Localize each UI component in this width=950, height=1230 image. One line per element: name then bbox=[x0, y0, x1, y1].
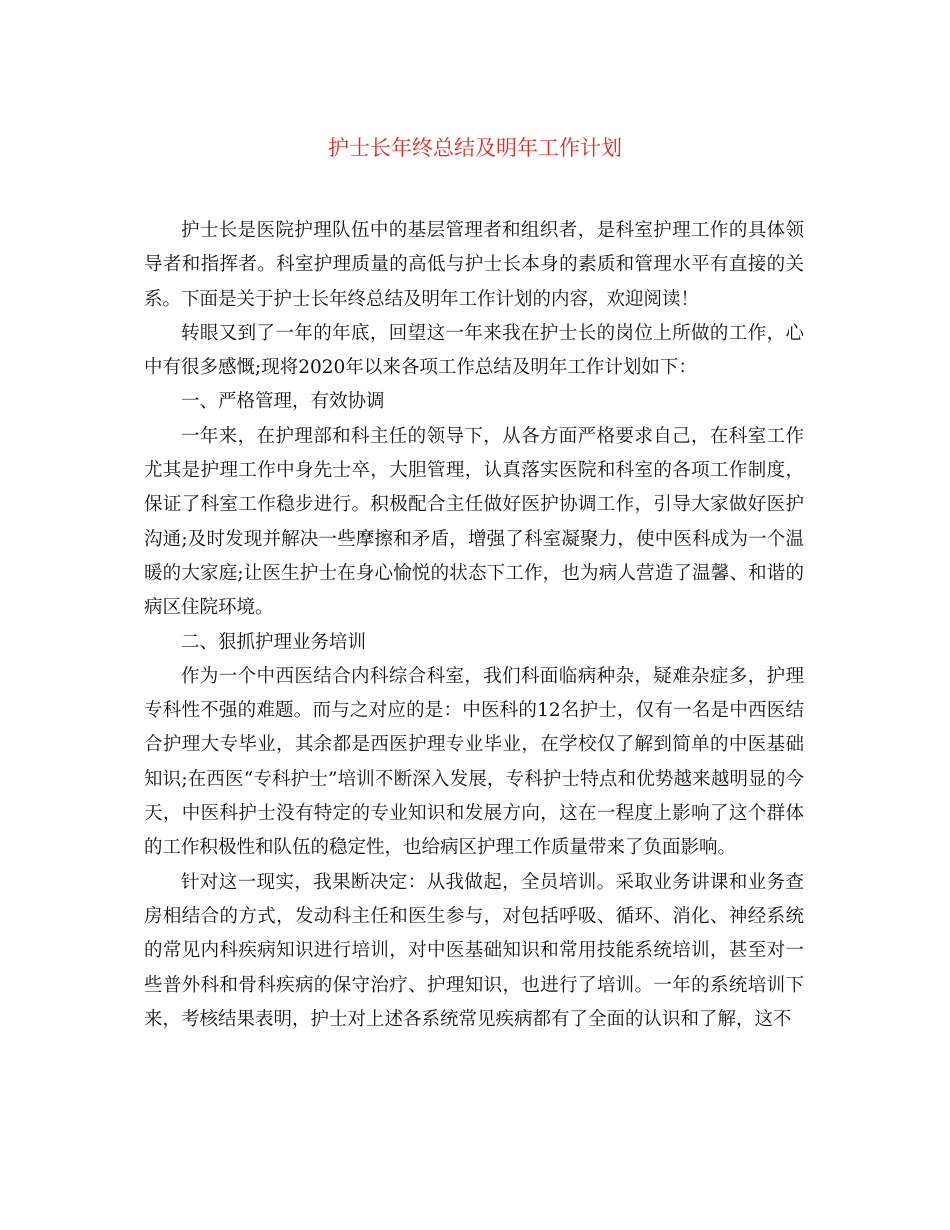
document-title: 护士长年终总结及明年工作计划 bbox=[328, 136, 622, 160]
paragraph-intro: 护士长是医院护理队伍中的基层管理者和组织者，是科室护理工作的具体领导者和指挥者。科室护理质量的高低与护士长本身的素质和管理水平有直接的关系。下面是关于护士长年终总结及明年工作计划的内容，欢迎阅读！ bbox=[144, 220, 804, 310]
document-body bbox=[144, 214, 804, 1037]
paragraph-review: 转眼又到了一年的年底，回望这一年来我在护士长的岗位上所做的工作，心中有很多感慨;现将2020年以来各项工作总结及明年工作计划如下： bbox=[144, 322, 804, 379]
section-heading-1: 一、严格管理，有效协调 bbox=[181, 391, 385, 413]
paragraph-training-background: 作为一个中西医结合内科综合科室，我们科面临病种杂，疑难杂症多，护理专科性不强的难题。而与之对应的是：中医科的12名护士，仅有一名是中西医结合护理大专毕业，其余都是西医护理专业毕业，在学校仅了解到简单的中医基础知识;在西医“专科护士”培训不断深入发展，专科护士特点和优势越来越明显的今天，中医科护士没有特定的专业知识和发展方向，这在一程度上影响了这个群体的工作积极性和队伍的稳定性，也给病区护理工作质量带来了负面影响。 bbox=[144, 665, 804, 859]
paragraph-management: 一年来，在护理部和科主任的领导下，从各方面严格要求自己，在科室工作尤其是护理工作中身先士卒，大胆管理，认真落实医院和科室的各项工作制度，保证了科室工作稳步进行。积极配合主任做好医护协调工作，引导大家做好医护沟通;及时发现并解决一些摩擦和矛盾，增强了科室凝聚力，使中医科成为一个温暖的大家庭;让医生护士在身心愉悦的状态下工作，也为病人营造了温馨、和谐的病区住院环境。 bbox=[144, 425, 804, 619]
paragraph-training-actions: 针对这一现实，我果断决定：从我做起，全员培训。采取业务讲课和业务查房相结合的方式，发动科主任和医生参与，对包括呼吸、循环、消化、神经系统的常见内科疾病知识进行培训，对中医基础知识和常用技能系统培训，甚至对一些普外科和骨科疾病的保守治疗、护理知识，也进行了培训。一年的系统培训下来，考核结果表明，护士对上述各系统常见疾病都有了全面的认识和了解，这不 bbox=[144, 871, 804, 1030]
section-heading-2: 二、狠抓护理业务培训 bbox=[181, 631, 367, 653]
